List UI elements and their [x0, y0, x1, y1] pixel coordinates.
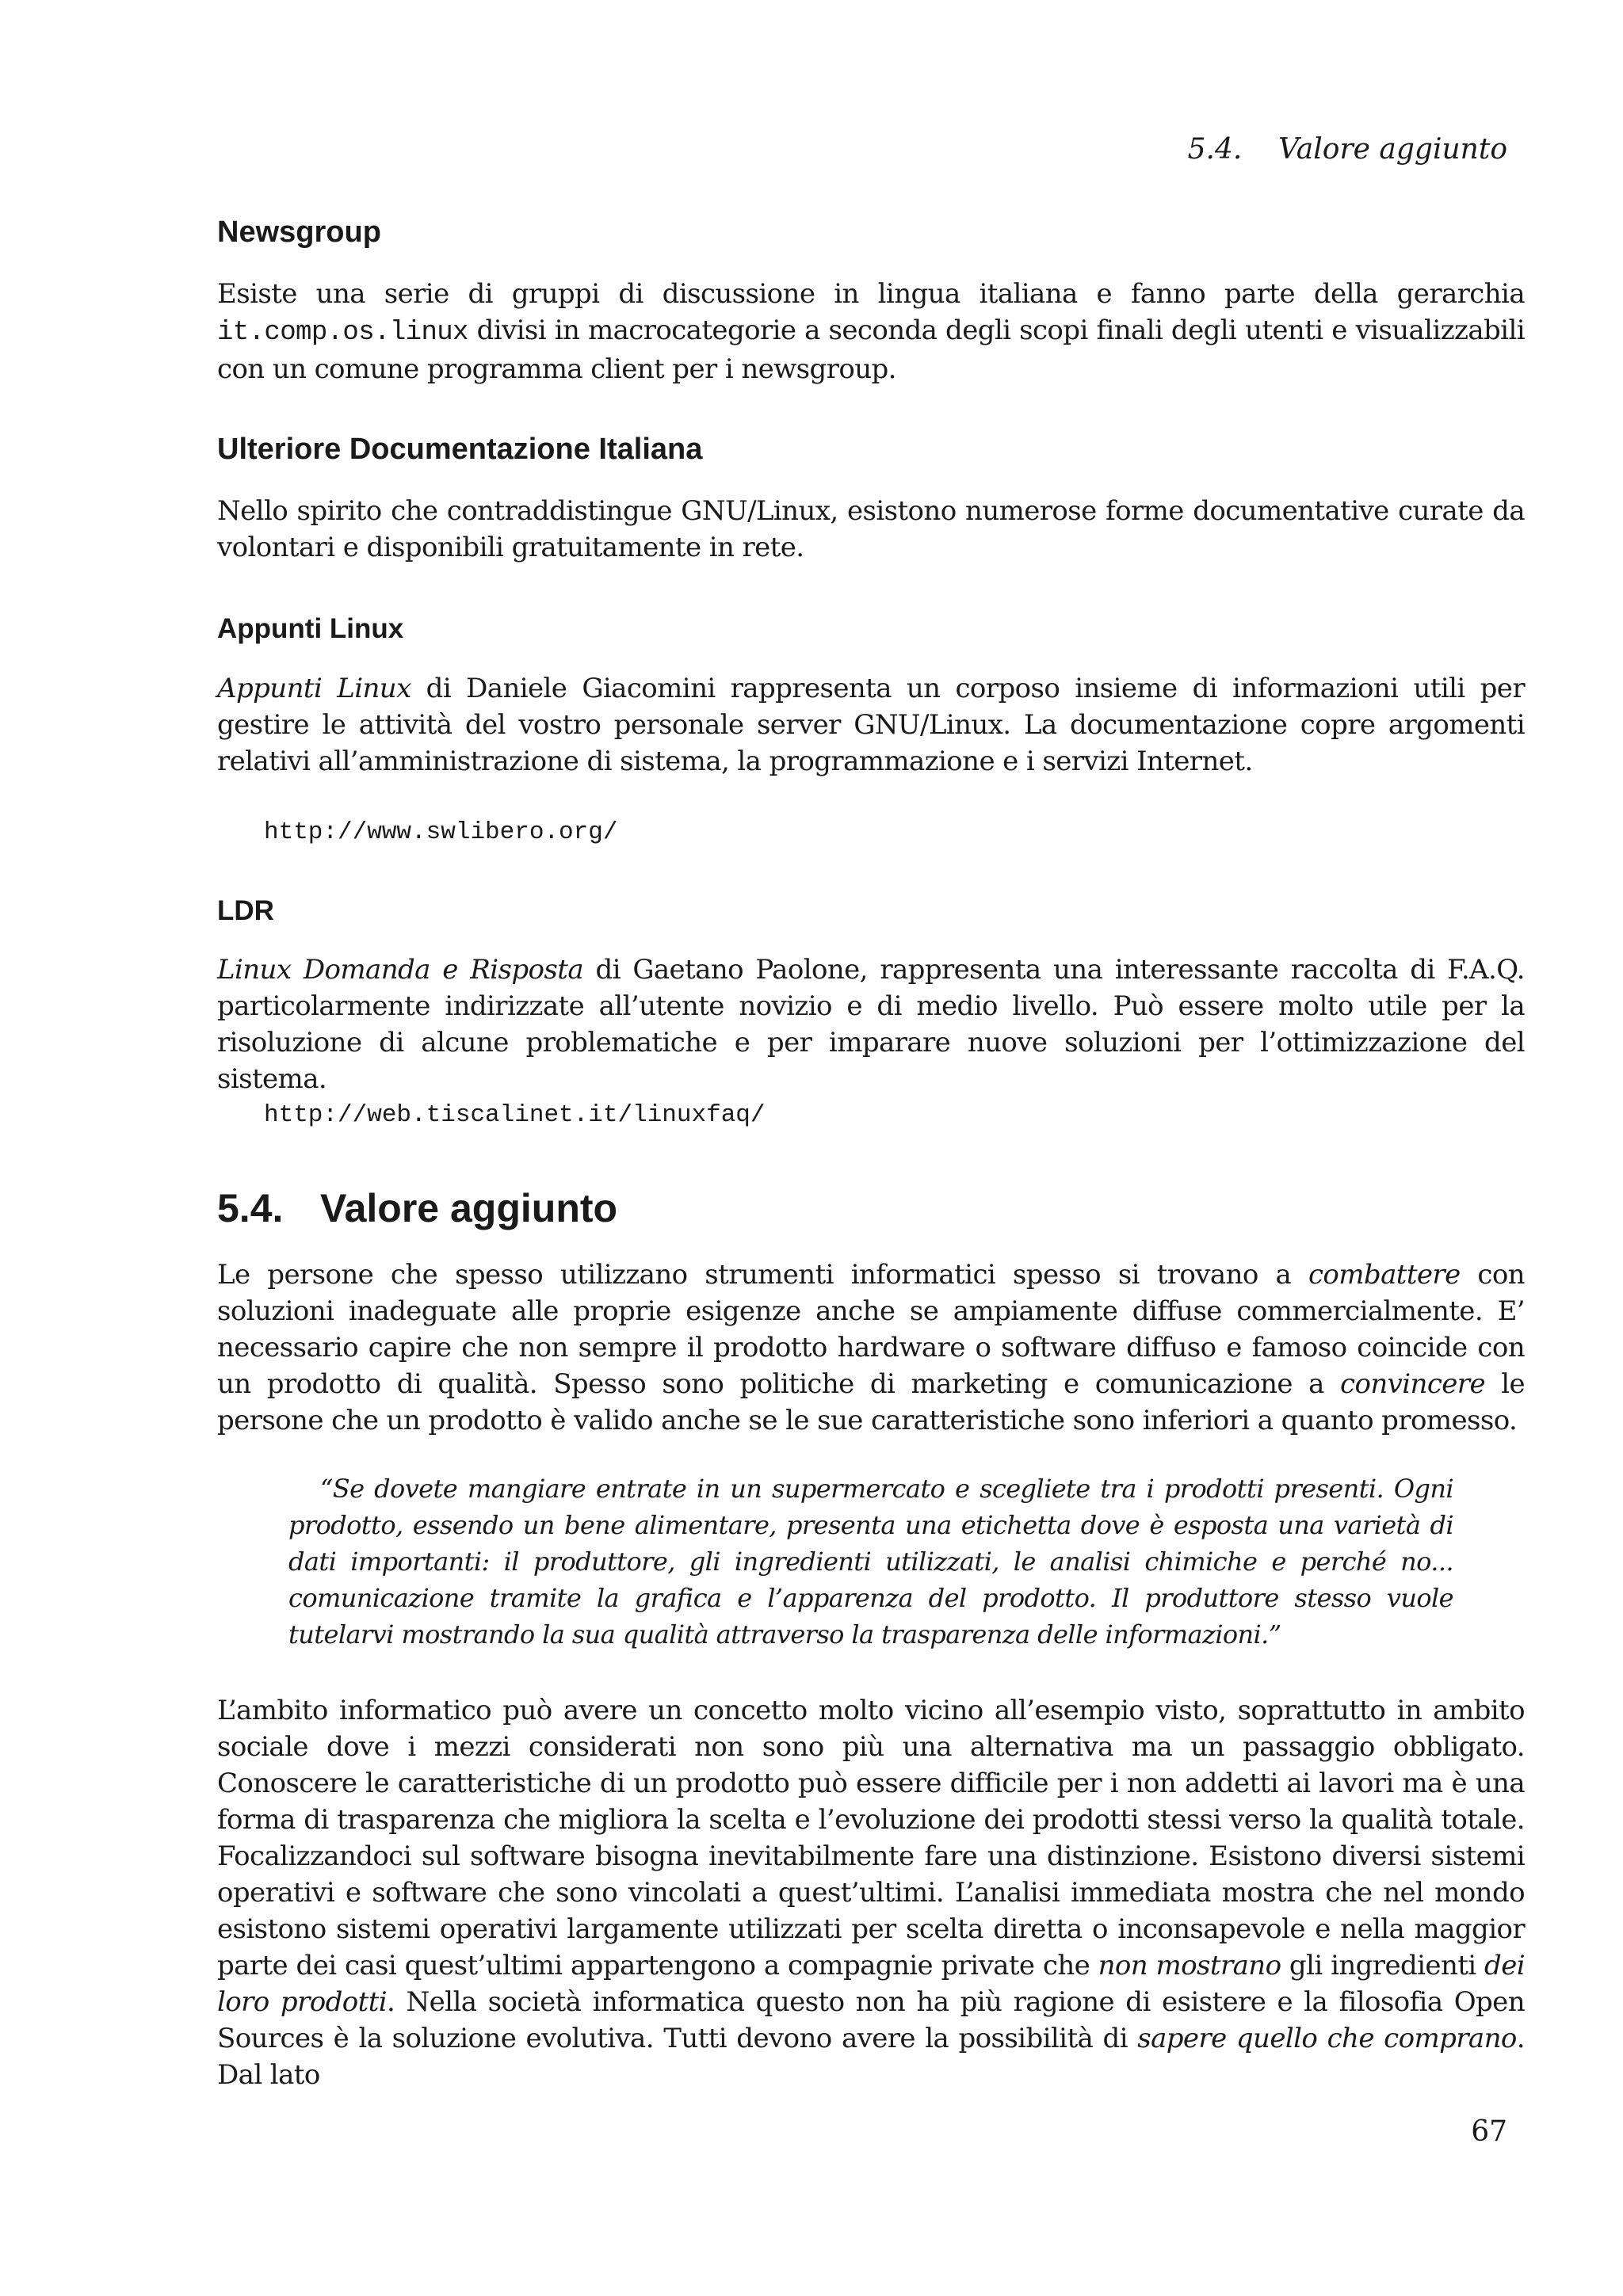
heading-newsgroup: Newsgroup	[217, 215, 381, 249]
paragraph-text: . Dal lato	[217, 2023, 1525, 2091]
paragraph-text: le persone che un prodotto è valido anche se le sue caratteristiche sono inferiori a quanto promesso.	[217, 1368, 1525, 1436]
paragraph-text: Le persone che spesso utilizzano strumenti informatici spesso si trovano a	[217, 1259, 1308, 1291]
emphasis: sapere quello che comprano	[1137, 2023, 1517, 2054]
section-number: 5.4.	[217, 1186, 284, 1230]
heading-ldr: LDR	[217, 895, 274, 926]
paragraph-appunti	[217, 670, 1525, 780]
emphasis: dei loro prodotti	[217, 1950, 1525, 2018]
paragraph-text: di Gaetano Paolone, rappresenta una interessante raccolta di F.A.Q. particolarmente indirizzate all’utente novizio e di medio livello. Può essere molto utile per la risoluzione di alcune problematiche e per imparare nuove soluzioni per l’ottimizzazione del sistema.	[217, 954, 1525, 1095]
appunti-title: Appunti Linux	[217, 673, 411, 704]
page-number: 67	[1471, 2115, 1507, 2148]
running-header-number: 5.4.	[1187, 133, 1243, 166]
running-header	[1188, 133, 1507, 166]
paragraph-ldr	[217, 952, 1525, 1097]
paragraph-text: . Nella società informatica questo non ha più ragione di esistere e la filosofia Open Sources è la soluzione evolutiva. Tutti devono avere la possibilità di	[217, 1986, 1526, 2054]
section-title: Valore aggiunto	[320, 1186, 618, 1230]
emphasis: convincere	[1340, 1368, 1485, 1400]
emphasis: non mostrano	[1098, 1950, 1281, 1981]
paragraph-text: gli ingredienti	[1281, 1950, 1485, 1981]
heading-appunti-linux: Appunti Linux	[217, 613, 404, 644]
paragraph-text: L’ambito informatico può avere un concetto molto vicino all’esempio visto, soprattutto in ambito sociale dove i mezzi considerati non sono più una alternativa ma un passaggio obbligato. Conoscere le caratteristiche di un prodotto può essere difficile per i non addetti ai lavori ma è una forma di trasparenza che migliora la scelta e l’evoluzione dei prodotti stessi verso la qualità totale. Focalizzandoci sul software bisogna inevitabilmente fare una distinzione. Esistono diversi sistemi operativi e software che sono vincolati a quest’ultimi. L’analisi immediata mostra che nel mondo esistono sistemi operativi largamente utilizzati per scelta diretta o inconsapevole e nella maggior parte dei casi quest’ultimi appartengono a compagnie private che	[217, 1695, 1525, 1981]
heading-ulteriore-documentazione: Ulteriore Documentazione Italiana	[217, 433, 703, 466]
emphasis: combattere	[1308, 1259, 1461, 1291]
paragraph-ambito	[217, 1692, 1525, 2093]
url-tiscalinet[interactable]: http://web.tiscalinet.it/linuxfaq/	[264, 1101, 766, 1129]
paragraph-text: divisi in macrocategorie a seconda degli scopi finali degli utenti e visualizzabili con un comune programma client per i newsgroup.	[217, 315, 1525, 385]
paragraph-newsgroup	[217, 276, 1525, 387]
paragraph-text: con soluzioni inadeguate alle proprie esigenze anche se ampiamente diffuse commercialmente. E’ necessario capire che non sempre il prodotto hardware o software diffuso e famoso coincide con un prodotto di qualità. Spesso sono politiche di marketing e comunicazione a	[217, 1259, 1525, 1400]
url-swlibero[interactable]: http://www.swlibero.org/	[264, 818, 618, 846]
running-header-title: Valore aggiunto	[1278, 133, 1507, 166]
paragraph-intro	[217, 1257, 1525, 1439]
newsgroup-hierarchy: it.comp.os.linux	[217, 318, 468, 348]
blockquote: “Se dovete mangiare entrate in un supermercato e scegliete tra i prodotti presenti. Ogni prodotto, essendo un bene alimentare, presenta una etichetta dove è esposta una varietà di dati importanti: il produttore, gli ingredienti utilizzati, le analisi chimiche e perché no... comunicazione tramite la grafica e l’apparenza del prodotto. Il produttore stesso vuole tutelarvi mostrando la sua qualità attraverso la trasparenza delle informazioni.”	[288, 1474, 1453, 1650]
ldr-title: Linux Domanda e Risposta	[217, 954, 583, 986]
section-heading	[217, 1185, 617, 1231]
paragraph-text: Esiste una serie di gruppi di discussione in lingua italiana e fanno parte della gerarchia	[217, 278, 1525, 310]
paragraph-text: di Daniele Giacomini rappresenta un corposo insieme di informazioni utili per gestire le attività del vostro personale server GNU/Linux. La documentazione copre argomenti relativi all’amministrazione di sistema, la programmazione e i servizi Internet.	[217, 673, 1525, 777]
paragraph-ulteriore: Nello spirito che contraddistingue GNU/Linux, esistono numerose forme documentative curate da volontari e disponibili gratuitamente in rete.	[217, 495, 1525, 563]
